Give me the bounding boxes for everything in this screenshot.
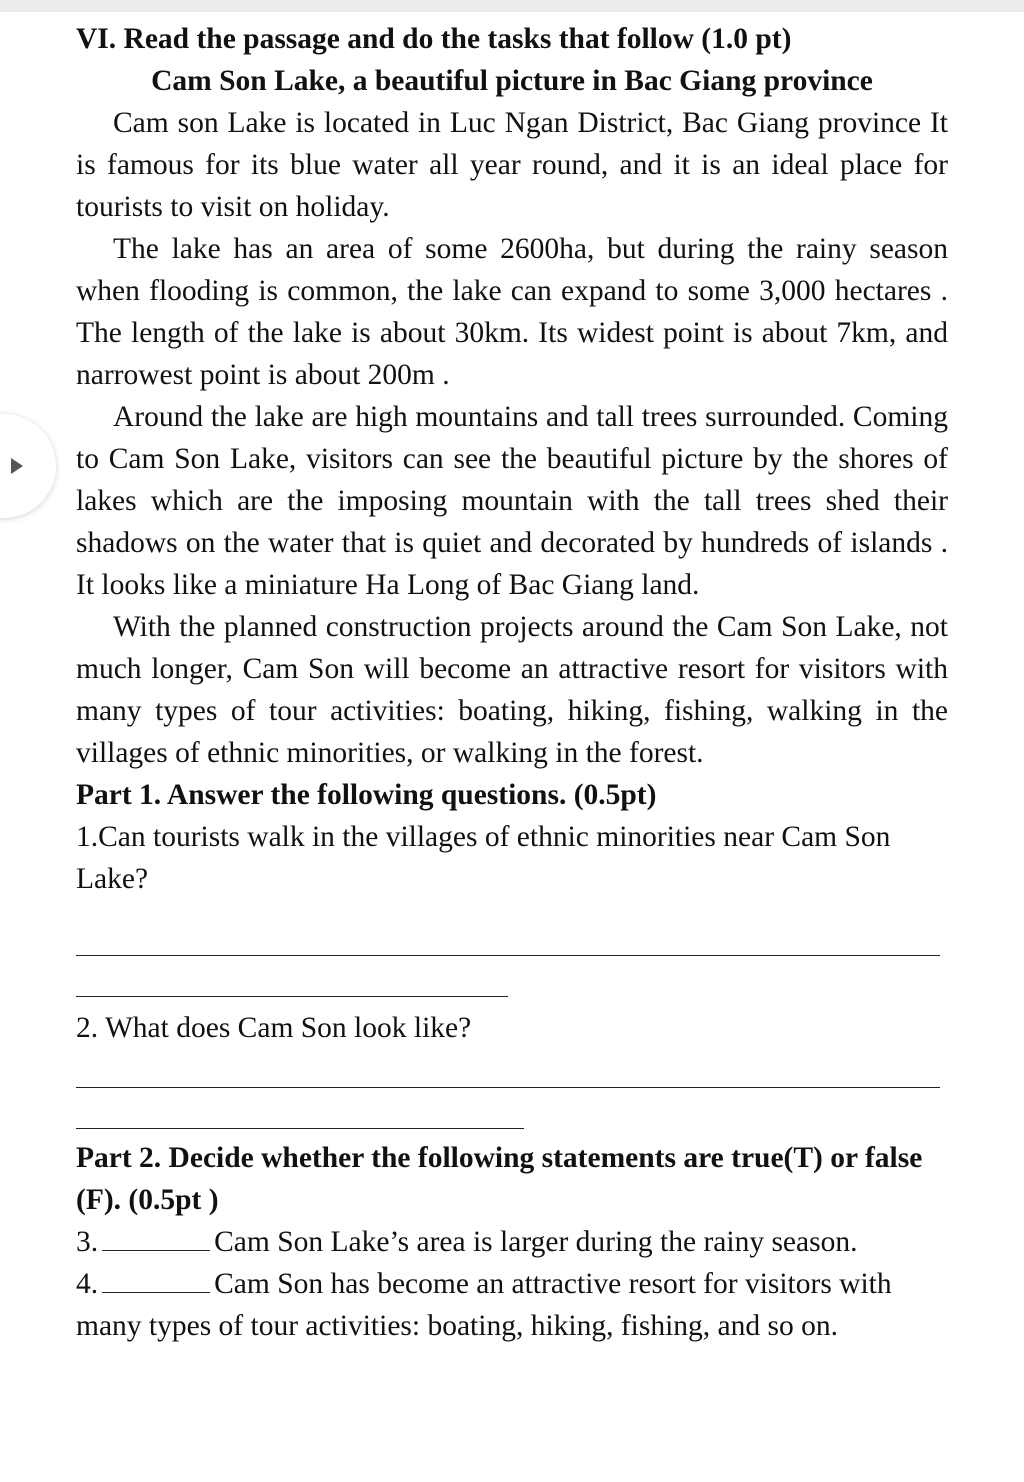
statement-4-text: Cam Son has become an attractive resort for visitors with many types of tour activities: boating, hiking, fishing, and so on. xyxy=(76,1268,892,1342)
top-strip xyxy=(0,0,1024,12)
statement-4 xyxy=(76,1263,948,1347)
passage-paragraph-3: Around the lake are high mountains and tall trees surrounded. Coming to Cam Son Lake, visitors can see the beautiful picture by the shores of lakes which are the imposing mountain with the tall trees shed their shadows on the water that is quiet and decorated by hundreds of islands . It looks like a miniature Ha Long of Bac Giang land. xyxy=(76,401,948,601)
play-arrow-icon xyxy=(11,458,23,474)
passage-paragraph-2: The lake has an area of some 2600ha, but during the rainy season when flooding is common, the lake can expand to some 3,000 hectares . The length of the lake is about 30km. Its widest point is about 7km, and narrowest point is about 200m . xyxy=(76,233,948,391)
passage-paragraph-1: Cam son Lake is located in Luc Ngan District, Bac Giang province It is famous for its blue water all year round, and it is an ideal place for tourists to visit on holiday. xyxy=(76,107,948,223)
answer-blank-4[interactable] xyxy=(102,1270,210,1293)
statement-3-number: 3. xyxy=(76,1226,99,1258)
part1-heading: Part 1. Answer the following questions. (0.5pt) xyxy=(76,779,657,811)
statement-3 xyxy=(76,1221,948,1263)
answer-blank-3[interactable] xyxy=(102,1228,210,1251)
question-1: 1.Can tourists walk in the villages of ethnic minorities near Cam Son Lake? xyxy=(76,821,891,895)
side-panel-toggle[interactable] xyxy=(0,414,56,518)
passage-title: Cam Son Lake, a beautiful picture in Bac Giang province xyxy=(151,65,873,97)
part2-heading: Part 2. Decide whether the following statements are true(T) or false (F). (0.5pt ) xyxy=(76,1142,923,1216)
statement-4-number: 4. xyxy=(76,1268,99,1300)
question-2: 2. What does Cam Son look like? xyxy=(76,1012,472,1044)
passage-paragraph-4: With the planned construction projects around the Cam Son Lake, not much longer, Cam Son will become an attractive resort for visitors with many types of tour activities: boating, hiking, fishing, walking in the villages of ethnic minorities, or walking in the forest. xyxy=(76,611,948,769)
section-heading: VI. Read the passage and do the tasks that follow (1.0 pt) xyxy=(76,23,792,55)
statement-3-text: Cam Son Lake’s area is larger during the rainy season. xyxy=(214,1226,858,1258)
document-page xyxy=(76,18,948,1347)
